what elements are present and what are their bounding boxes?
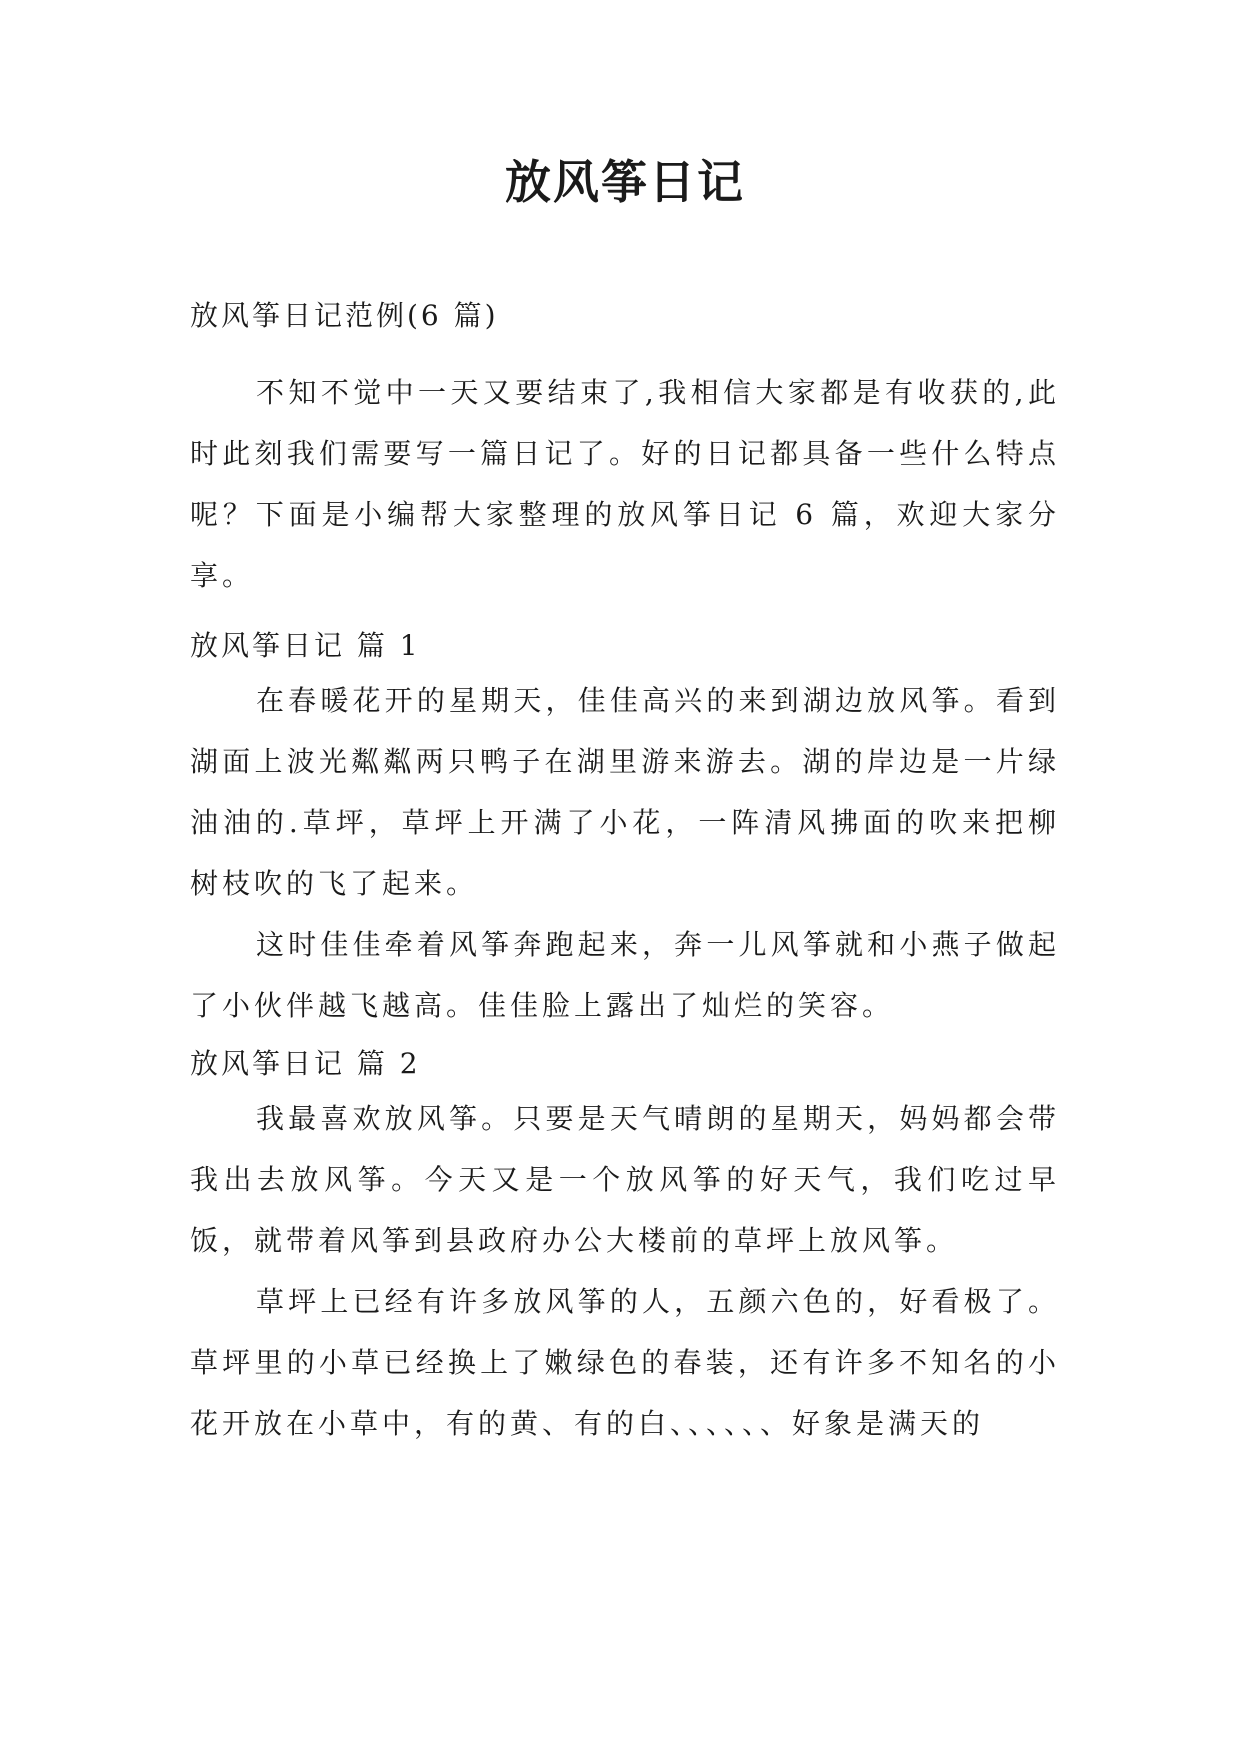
section-2-body xyxy=(190,1088,1060,1454)
section-heading: 放风筝日记 篇 1 xyxy=(190,629,421,662)
document-subtitle: 放风筝日记范例(6 篇) xyxy=(190,299,499,332)
section-1 xyxy=(190,626,1060,666)
section-heading: 放风筝日记 篇 2 xyxy=(190,1047,421,1080)
section-1-body xyxy=(190,670,1060,1036)
section-paragraph: 我最喜欢放风筝。只要是天气晴朗的星期天，妈妈都会带我出去放风筝。今天又是一个放风筝的好天气，我们吃过早饭，就带着风筝到县政府办公大楼前的草坪上放风筝。 xyxy=(190,1102,1060,1257)
intro-block xyxy=(190,362,1060,606)
page-title: 放风筝日记 xyxy=(505,155,745,209)
intro-paragraph: 不知不觉中一天又要结束了,我相信大家都是有收获的,此时此刻我们需要写一篇日记了。好的日记都具备一些什么特点呢？下面是小编帮大家整理的放风筝日记 6 篇，欢迎大家分享。 xyxy=(190,376,1060,592)
section-paragraph: 在春暖花开的星期天，佳佳高兴的来到湖边放风筝。看到湖面上波光粼粼两只鸭子在湖里游来游去。湖的岸边是一片绿油油的.草坪，草坪上开满了小花，一阵清风拂面的吹来把柳树枝吹的飞了起来。 xyxy=(190,684,1060,900)
section-2 xyxy=(190,1044,1060,1084)
section-paragraph: 草坪上已经有许多放风筝的人，五颜六色的，好看极了。草坪里的小草已经换上了嫩绿色的春装，还有许多不知名的小花开放在小草中，有的黄、有的白、、、、、、好象是满天的 xyxy=(190,1285,1060,1440)
section-paragraph: 这时佳佳牵着风筝奔跑起来，奔一儿风筝就和小燕子做起了小伙伴越飞越高。佳佳脸上露出了灿烂的笑容。 xyxy=(190,928,1060,1022)
